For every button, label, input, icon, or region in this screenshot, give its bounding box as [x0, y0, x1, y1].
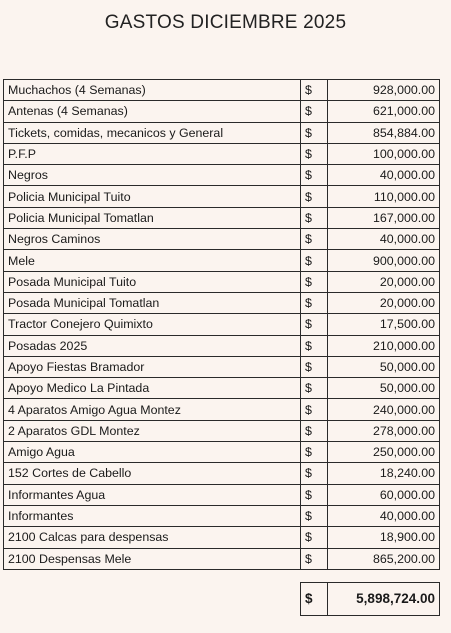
expense-amount: 278,000.00 [328, 420, 440, 441]
currency-symbol: $ [301, 143, 328, 164]
expense-amount: 40,000.00 [328, 505, 440, 526]
expense-row [4, 378, 440, 399]
expense-row [4, 101, 440, 122]
currency-symbol: $ [301, 484, 328, 505]
expense-amount: 167,000.00 [328, 207, 440, 228]
expense-amount: 60,000.00 [328, 484, 440, 505]
currency-symbol: $ [301, 186, 328, 207]
expense-amount: 928,000.00 [328, 80, 440, 101]
expense-concept: Apoyo Fiestas Bramador [4, 356, 301, 377]
expense-concept: Informantes [4, 505, 301, 526]
expense-amount: 20,000.00 [328, 292, 440, 313]
currency-symbol: $ [301, 101, 328, 122]
expense-amount: 240,000.00 [328, 399, 440, 420]
expense-row [4, 271, 440, 292]
currency-symbol: $ [301, 420, 328, 441]
expense-concept: 152 Cortes de Cabello [4, 463, 301, 484]
expense-concept: Tickets, comidas, mecanicos y General [4, 122, 301, 143]
expense-amount: 900,000.00 [328, 250, 440, 271]
expense-concept: 2100 Despensas Mele [4, 548, 301, 569]
expense-row [4, 463, 440, 484]
expense-concept: Negros [4, 165, 301, 186]
currency-symbol: $ [301, 250, 328, 271]
expense-row [4, 314, 440, 335]
expense-row [4, 80, 440, 101]
expense-row [4, 548, 440, 569]
expense-row [4, 505, 440, 526]
expense-amount: 50,000.00 [328, 378, 440, 399]
expense-amount: 17,500.00 [328, 314, 440, 335]
expense-amount: 865,200.00 [328, 548, 440, 569]
expense-amount: 18,240.00 [328, 463, 440, 484]
currency-symbol: $ [301, 378, 328, 399]
currency-symbol: $ [301, 399, 328, 420]
currency-symbol: $ [301, 548, 328, 569]
currency-symbol: $ [301, 207, 328, 228]
spacer-row [4, 569, 440, 582]
expense-concept: 4 Aparatos Amigo Agua Montez [4, 399, 301, 420]
expense-row [4, 335, 440, 356]
expense-row [4, 399, 440, 420]
currency-symbol: $ [301, 505, 328, 526]
expense-row [4, 442, 440, 463]
expense-concept: Muchachos (4 Semanas) [4, 80, 301, 101]
expense-amount: 40,000.00 [328, 165, 440, 186]
expense-concept: 2 Aparatos GDL Montez [4, 420, 301, 441]
expense-concept: Apoyo Medico La Pintada [4, 378, 301, 399]
expense-row [4, 484, 440, 505]
expense-row [4, 420, 440, 441]
expense-concept: 2100 Calcas para despensas [4, 527, 301, 548]
expense-amount: 621,000.00 [328, 101, 440, 122]
expense-concept: Antenas (4 Semanas) [4, 101, 301, 122]
expense-concept: Tractor Conejero Quimixto [4, 314, 301, 335]
currency-symbol: $ [301, 527, 328, 548]
total-row [4, 582, 440, 615]
expense-amount: 100,000.00 [328, 143, 440, 164]
currency-symbol: $ [301, 122, 328, 143]
expense-concept: Policia Municipal Tomatlan [4, 207, 301, 228]
expense-amount: 854,884.00 [328, 122, 440, 143]
expense-amount: 50,000.00 [328, 356, 440, 377]
currency-symbol: $ [301, 442, 328, 463]
expense-amount: 210,000.00 [328, 335, 440, 356]
expense-amount: 40,000.00 [328, 229, 440, 250]
expense-concept: Posadas 2025 [4, 335, 301, 356]
currency-symbol: $ [301, 229, 328, 250]
total-amount: 5,898,724.00 [328, 582, 440, 615]
expense-amount: 110,000.00 [328, 186, 440, 207]
expense-concept: Posada Municipal Tomatlan [4, 292, 301, 313]
expense-concept: Negros Caminos [4, 229, 301, 250]
expense-concept: P.F.P [4, 143, 301, 164]
currency-symbol: $ [301, 463, 328, 484]
currency-symbol: $ [301, 356, 328, 377]
expense-concept: Policia Municipal Tuito [4, 186, 301, 207]
expense-row [4, 122, 440, 143]
currency-symbol: $ [301, 271, 328, 292]
expense-concept: Informantes Agua [4, 484, 301, 505]
currency-symbol: $ [301, 292, 328, 313]
currency-symbol: $ [301, 335, 328, 356]
expense-amount: 250,000.00 [328, 442, 440, 463]
expense-amount: 20,000.00 [328, 271, 440, 292]
currency-symbol: $ [301, 314, 328, 335]
total-currency-symbol: $ [301, 582, 328, 615]
expense-row [4, 165, 440, 186]
expense-row [4, 207, 440, 228]
expense-row [4, 292, 440, 313]
expense-row [4, 527, 440, 548]
expense-concept: Mele [4, 250, 301, 271]
expense-row [4, 143, 440, 164]
expense-table [3, 79, 440, 616]
expense-row [4, 229, 440, 250]
currency-symbol: $ [301, 165, 328, 186]
page-title: GASTOS DICIEMBRE 2025 [104, 12, 347, 33]
expense-row [4, 250, 440, 271]
currency-symbol: $ [301, 80, 328, 101]
expense-amount: 18,900.00 [328, 527, 440, 548]
expense-row [4, 186, 440, 207]
expense-concept: Amigo Agua [4, 442, 301, 463]
expense-row [4, 356, 440, 377]
expense-concept: Posada Municipal Tuito [4, 271, 301, 292]
